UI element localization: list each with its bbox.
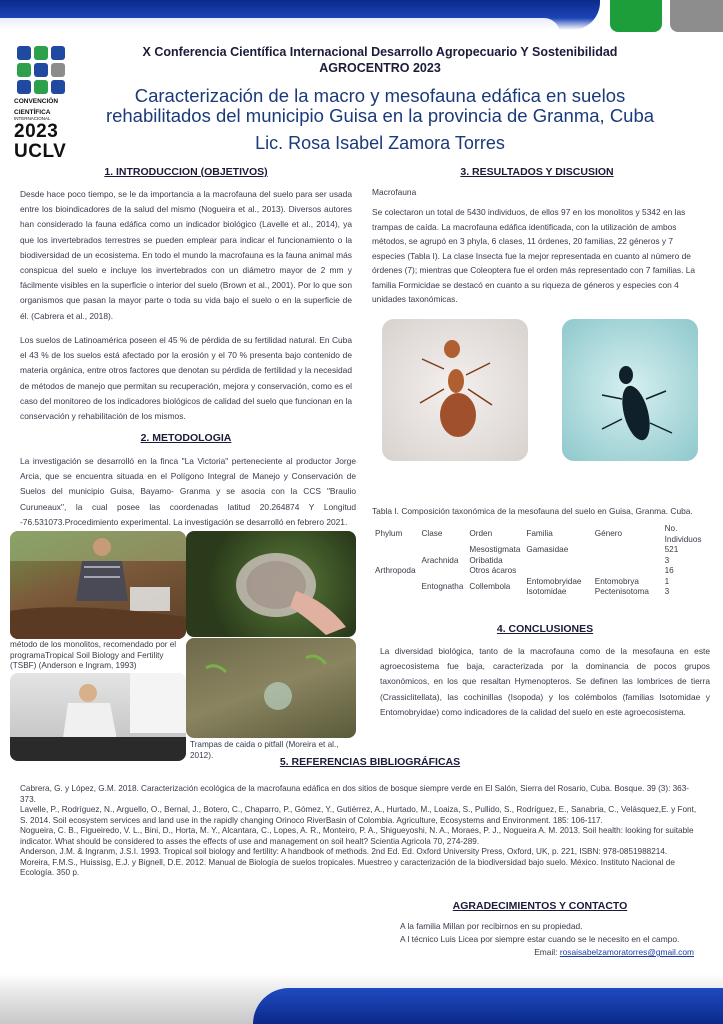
ack-line-1: A la familia Millan por recibirnos en su propiedad. xyxy=(400,921,583,931)
methods-paragraph: La investigación se desarrolló en la finca "La Victoria" perteneciente al productor Jorge Arcia, que se encuentra situada en el Polígono Integral de Manejo y Conservación de Suelos del municipio Guisa, Bayamo- Granma y se asocia con la CCS "Braulio Curuneaux", la cual posee las coordenadas latitud 20.264874 Y Longitud -76.531073.Procedimiento experimental. La investigación se desarrolló en febrero 2021. xyxy=(20,456,356,527)
intro-paragraph-1: Desde hace poco tiempo, se le da importancia a la macrofauna del suelo para ser usada entre los bioindicadores de la salud del mismo (Nogueira et al., 2013). Diversos autores han considerado la fauna edáfica como un indicador biológico (Lavelle et al., 2014), ya que los invertebrados terrestres se pueden emplear para indicar el funcionamiento o la biodiversidad de un ecosistema. En todo el mundo la macrofauna es la fauna animal más conspicua del suelo e incluye los invertebrados con un diámetro mayor de 2 mm y fácilmente visibles en la superficie o interior del suelo (Brown et al., 2001). Por lo que son organismos que pasan la mayor parte o toda su vida bajo el suelo o en la superficie de él. (Cabrera et al., 2018). xyxy=(20,189,352,321)
logo-tile xyxy=(17,46,31,60)
photo-ant-specimen xyxy=(382,319,528,461)
person-lab-icon xyxy=(10,673,186,761)
table-header-cell: Género xyxy=(594,529,623,539)
ant-icon xyxy=(382,319,528,461)
logo-tile xyxy=(34,46,48,60)
table-header-cell: Clase xyxy=(421,529,443,539)
ack-line-2: A l técnico Luis Licea por siempre estar cuando se le necesito en el campo. xyxy=(400,934,680,944)
logo-tile xyxy=(51,46,65,60)
logo-tile xyxy=(34,63,48,77)
table-cell: 3 xyxy=(664,555,670,565)
bottom-blue-band xyxy=(253,988,723,1024)
photo-pitfall-in-ground xyxy=(186,638,356,738)
pitfall-caption: Trampas de caida o pitfall (Moreira et al., 2012). xyxy=(190,740,356,761)
ground-trap-icon xyxy=(186,638,356,738)
taxonomy-table xyxy=(372,524,712,598)
results-heading: 3. RESULTADOS Y DISCUSION xyxy=(460,166,614,178)
table-header-cell: Familia xyxy=(526,529,553,539)
logo-line-2: CIENTÍFICA xyxy=(14,109,51,116)
table-cell: Mesostigmata xyxy=(469,545,521,554)
table-cell: 521 xyxy=(664,545,679,554)
author-name: Lic. Rosa Isabel Zamora Torres xyxy=(255,133,505,153)
logo-tile xyxy=(34,80,48,94)
reference-item: Anderson, J.M. & Ingranm, J.S.I. 1993. Tropical soil biology and fertility: A handbook of methods. 2nd Ed. Ed. Oxford University Press, Oxford, UK, p. 221, ISBN: 978-0851988214. xyxy=(20,847,668,856)
logo-line-1: CONVENCIÓN xyxy=(14,98,59,105)
table-cell: Otros ácaros xyxy=(469,566,517,575)
logo-year: 2023 xyxy=(14,121,59,142)
logo-tile xyxy=(17,63,31,77)
photo-pitfall-trap-hand xyxy=(186,531,356,637)
table-cell: Collembola xyxy=(469,581,511,591)
beetle-icon xyxy=(562,319,698,461)
email-label: Email: xyxy=(534,947,558,957)
table-cell-class: Arachnida xyxy=(421,555,459,565)
intro-paragraph-2: Los suelos de Latinoamérica poseen el 45 % de pérdida de su fertilidad natural. En Cuba el 43 % de los suelos está afectado por la erosión y el 70 % presenta bajo contenido de materia orgánica, entre otros factores que denotan su pérdida de fertilidad y la necesidad de métodos de manejo que permitan su recuperación, mejora y conservación, como es el caso del monitoreo de los indicadores biológicos de calidad del suelo que funcionan en la conservación y rehabilitación de los mismos. xyxy=(20,335,352,422)
title-line-1: Caracterización de la macro y mesofauna edáfica en suelos xyxy=(134,85,626,106)
table-caption: Tabla I. Composición taxonómica de la mesofauna del suelo en Guisa, Granma. Cuba. xyxy=(372,506,693,516)
contact-email-row xyxy=(400,946,700,959)
reference-item: Cabrera, G. y López, G.M. 2018. Caracterización ecológica de la macrofauna edáfica en dos sitios de bosque siempre verde en El Salón, Sierra del Rosario, Cuba. Bosque. 39 (3): 363-373. xyxy=(20,784,690,804)
table-cell: Oribatida xyxy=(469,555,503,565)
logo-tile xyxy=(17,80,31,94)
top-grey-tab xyxy=(670,0,723,32)
table-row xyxy=(372,577,712,588)
table-header-cell: Phylum xyxy=(375,529,403,539)
intro-heading: 1. INTRODUCCION (OBJETIVOS) xyxy=(104,166,268,178)
conference-name xyxy=(100,44,660,76)
acknowledgements-heading: AGRADECIMIENTOS Y CONTACTO xyxy=(452,900,628,912)
table-cell-phylum: Arthropoda xyxy=(375,566,416,575)
photo-monolith-digging xyxy=(10,531,186,639)
table-row xyxy=(372,545,712,556)
table-cell: 3 xyxy=(664,587,670,596)
contact-email-link[interactable]: rosaisabelzamoratorres@gmail.com xyxy=(559,947,694,957)
conclusions-paragraph: La diversidad biológica, tanto de la macrofauna como de la mesofauna en este agroecosistema fue baja, caracterizada por la dominancia de pocos grupos taxonómicos, en los que resaltan Hymenopteros. Se definen las lombrices de tierra (Crassiclitellata), las cochinillas (Isopoda) y los colémbolos (familias Isotomidae y Entomobryidae) como indicadores de la calidad del suelo en este agroecosistema. xyxy=(380,646,710,717)
conference-line-1: X Conferencia Científica Internacional Desarrollo Agropecuario Y Sostenibilidad xyxy=(142,45,618,59)
table-cell: Pectenisotoma xyxy=(594,587,649,596)
reference-item: Nogueira, C. B., Figueiredo, V. L., Bini, D., Horta, M. Y., Alcantara, C., Lopes, A. R., Monteiro, P. A., Shigueyoshi, N. A., Moraes, P. J., Nogueira A. M. 2013. Soil health: looking for suitable indicator. What should be considered to asses the effects of use and management on soil healt? Scientia Agricola 70, 274-289. xyxy=(20,826,694,846)
table-cell: Entomobryidae xyxy=(526,576,582,586)
references-heading: 5. REFERENCIAS BIBLIOGRÁFICAS xyxy=(279,756,461,768)
table-header-cell: Orden xyxy=(469,529,493,539)
methods-heading: 2. METODOLOGIA xyxy=(140,432,232,444)
monolith-caption: método de los monolitos, recomendado por el programaTropical Soil Biology and Fertility (TSBF) (Anderson e Ingram, 1993) xyxy=(10,640,186,672)
top-green-tab xyxy=(610,0,662,32)
conference-logo xyxy=(14,46,68,161)
table-cell: Isotomidae xyxy=(526,587,567,596)
table-cell-class: Entognatha xyxy=(421,581,464,591)
person-digging-icon xyxy=(10,531,186,639)
acknowledgements-text xyxy=(400,920,700,959)
results-paragraph: Se colectaron un total de 5430 individuos, de ellos 97 en los monolitos y 5342 en las trampas de caída. La macrofauna edáfica identificada, con la utilización de ambos métodos, se agrupó en 3 phyla, 6 clases, 11 órdenes, 20 familias, 22 géneros y 7 especies (Tabla I). La clase Insecta fue la mejor representada en cuanto al número de órdenes (7); mientras que Coleoptera fue el orden más representado con 7 familias. La familia Formicidae se destacó en cuanto a su riqueza de géneros y especies con 4 unidades taxonómicas. xyxy=(372,207,696,304)
logo-mosaic-icon xyxy=(17,46,68,94)
top-band-highlight xyxy=(0,18,560,34)
photo-lab-work xyxy=(10,673,186,761)
table-cell: 1 xyxy=(664,576,670,586)
conclusions-heading: 4. CONCLUSIONES xyxy=(496,623,594,635)
poster-title xyxy=(90,86,670,126)
conference-line-2: AGROCENTRO 2023 xyxy=(319,61,441,75)
logo-tile xyxy=(51,80,65,94)
table-cell: Gamasidae xyxy=(526,545,569,554)
results-subheading: Macrofauna xyxy=(372,187,417,197)
photo-beetle-specimen xyxy=(562,319,698,461)
table-cell: Entomobrya xyxy=(594,576,639,586)
logo-line-3: INTERNACIONAL xyxy=(14,116,51,121)
title-line-2: rehabilitados del municipio Guisa en la provincia de Granma, Cuba xyxy=(105,105,655,126)
reference-item: Lavelle, P., Rodríguez, N., Arguello, O., Bernal, J., Botero, C., Chaparro, P., Gómez, Y., Gutiérrez, A., Hurtado, M., Loaiza, S., Pullido, S., Rodríguez, E., Sanabria, C., Velásquez,E. y Font, S. 2014. Soil ecosystem services and land use in the rapidly changing Orinoco RiverBasin of Colombia. Agriculture, Ecosystems and Environment. 185: 106-117. xyxy=(20,805,697,825)
logo-tile xyxy=(51,63,65,77)
logo-org: UCLV xyxy=(14,141,67,162)
table-header-cell xyxy=(662,524,712,545)
trap-cup-icon xyxy=(186,531,356,637)
table-cell: 16 xyxy=(664,566,674,575)
table-header-cell-text: No. Individuos xyxy=(664,524,702,544)
table-row xyxy=(372,524,712,545)
reference-item: Moreira, F.M.S., Huissisg, E.J. y Bignell, D.E. 2012. Manual de Biología de suelos tropicales. Muestreo y caracterización de la biodiversidad bajo suelo. México. Instituto Nacional de Ecología. 350 p. xyxy=(20,857,675,877)
references-list xyxy=(20,784,702,879)
